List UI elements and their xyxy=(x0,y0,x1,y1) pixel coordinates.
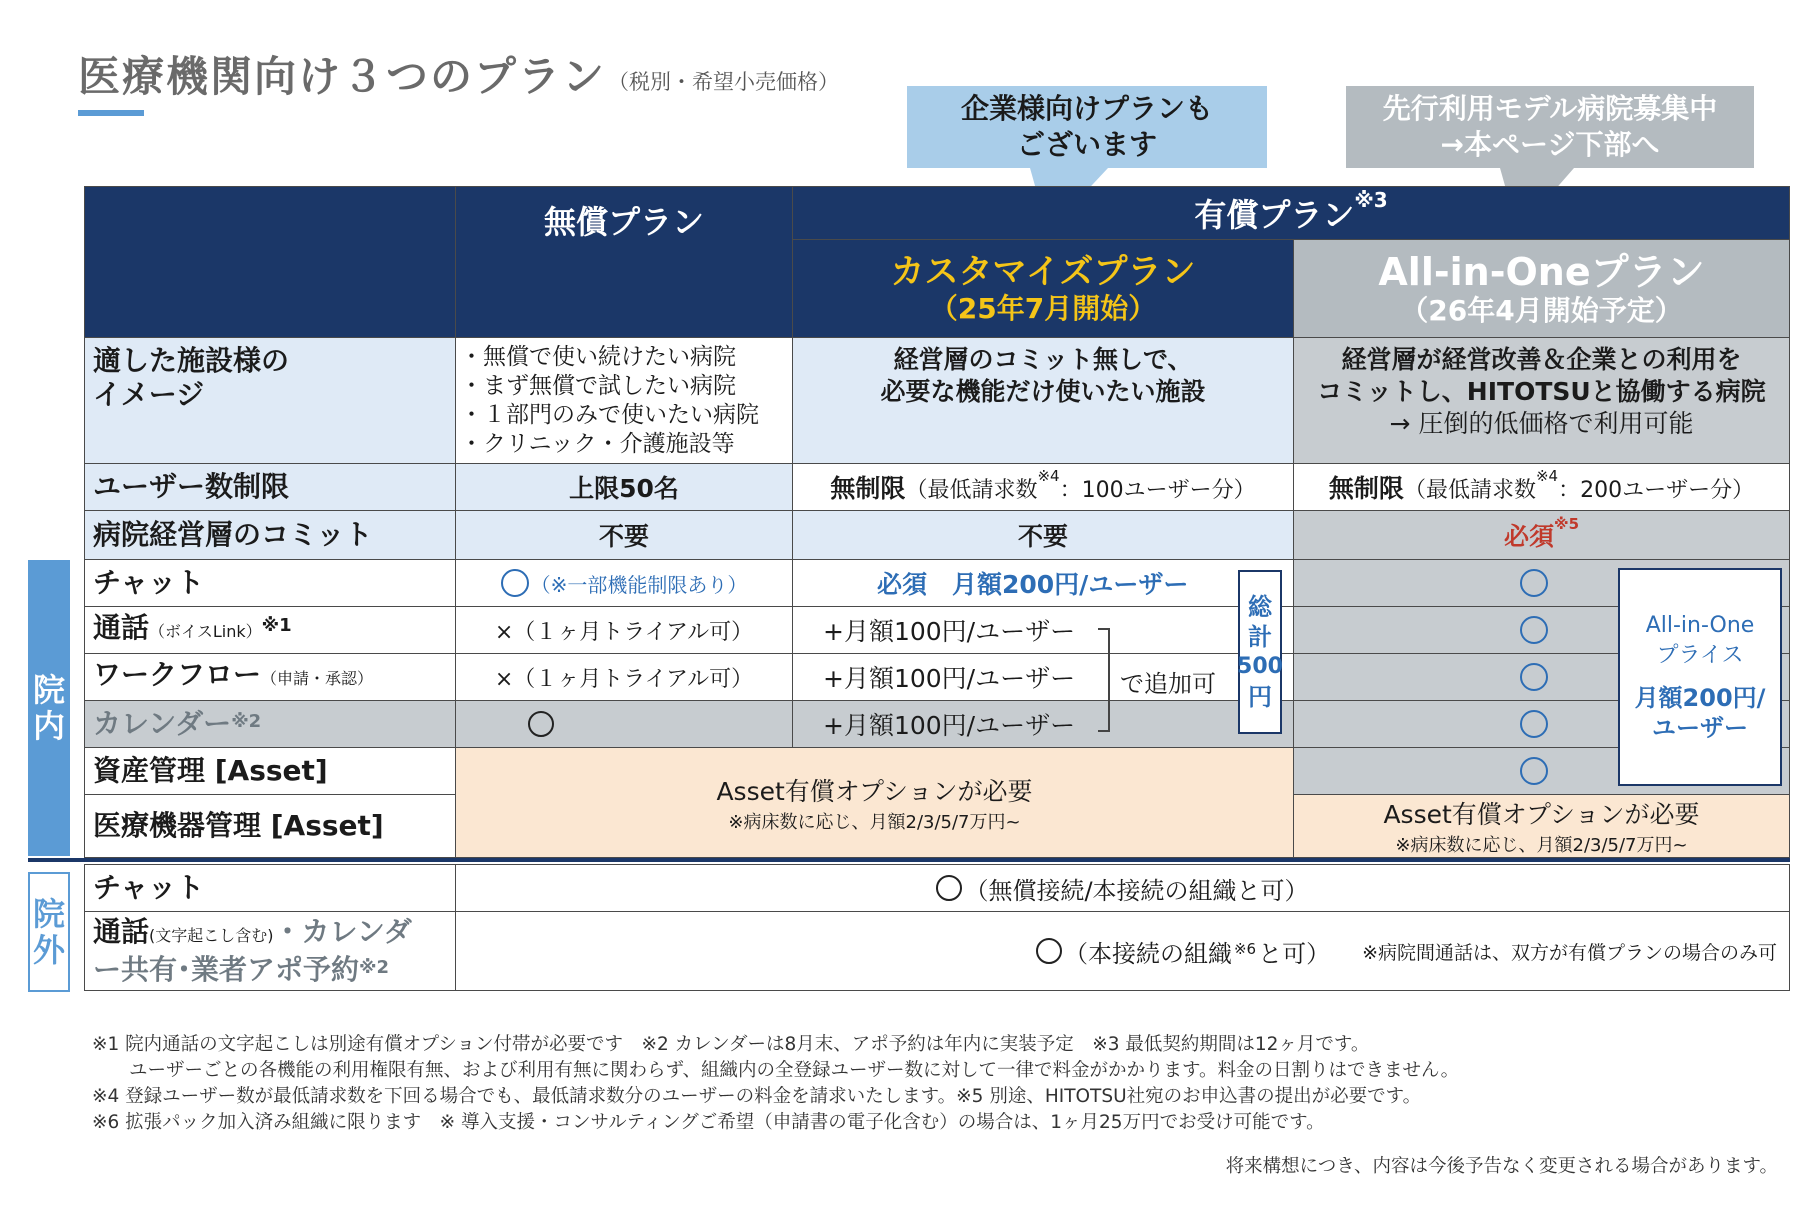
outside-call-value: （本接続の組織 ※6 と可） ※病院間通話は、双方が有償プランの場合のみ可 xyxy=(455,911,1790,991)
addon-label: で追加可 xyxy=(1120,664,1216,699)
facility-label: 適した施設様の イメージ xyxy=(84,337,456,464)
commit-allinone: 必須$^{※5}$ xyxy=(1293,510,1790,560)
calendar-label: カレンダー$^{※2}$ xyxy=(84,700,456,748)
circle-icon xyxy=(1036,938,1062,964)
asset-option-allinone: Asset有償オプションが必要 ※病床数に応じ、月額2/3/5/7万円~ xyxy=(1293,794,1790,858)
asset-label-1: 資産管理 [Asset] xyxy=(84,747,456,795)
section-inside: 院内 xyxy=(28,560,70,856)
call-label: 通話（ボイスLink）$^{※1}$ xyxy=(84,606,456,654)
users-allinone: 無制限（最低請求数$^{※4}$：200ユーザー分） xyxy=(1293,463,1790,511)
facility-allinone: 経営層が経営改善＆企業との利用を コミットし、HITOTSUと協働する病院 → 圧倒的低価格で利用可能 xyxy=(1293,337,1790,464)
footnote-1: ※1 院内通話の文字起こしは別途有償オプション付帯が必要です ※2 カレンダーは8月末、アポ予約は年内に実装予定 ※3 最低契約期間は12ヶ月です。 xyxy=(92,1034,1370,1055)
title-underline xyxy=(78,110,144,116)
chat-label: チャット xyxy=(84,559,456,607)
page-title: 医療機関向け３つのプラン xyxy=(78,52,607,101)
chat-free: （※一部機能制限あり） xyxy=(455,559,793,607)
call-free: ×（１ヶ月トライアル可） xyxy=(455,606,793,654)
section-divider xyxy=(28,858,1790,862)
circle-icon xyxy=(1520,663,1548,691)
calendar-custom: +月額100円/ユーザー xyxy=(792,700,1294,748)
facility-free: ・無償で使い続けたい病院 ・まず無償で試したい病院 ・１部門のみで使いたい病院 ・クリニック・介護施設等 xyxy=(455,337,793,464)
page-subtitle: （税別・希望小売価格） xyxy=(608,70,839,94)
circle-icon xyxy=(528,711,554,737)
users-custom: 無制限（最低請求数$^{※4}$：100ユーザー分） xyxy=(792,463,1294,511)
enterprise-callout: 企業様向けプランも ございます xyxy=(907,86,1267,168)
circle-icon xyxy=(1520,710,1548,738)
chat-custom: 必須 月額200円/ユーザー xyxy=(792,559,1294,607)
asset-label-2: 医療機器管理 [Asset] xyxy=(84,794,456,858)
outside-chat-label: チャット xyxy=(84,864,456,912)
circle-icon xyxy=(1520,757,1548,785)
workflow-custom: +月額100円/ユーザー xyxy=(792,653,1294,701)
section-outside: 院外 xyxy=(28,872,70,992)
disclaimer: 将来構想につき、内容は今後予告なく変更される場合があります。 xyxy=(1225,1156,1778,1177)
header-empty xyxy=(84,186,456,338)
users-label: ユーザー数制限 xyxy=(84,463,456,511)
footnote-2: ユーザーごとの各機能の利用権限有無、および利用有無に関わらず、組織内の全登録ユーザー数に対して一律で料金がかかります。料金の日割りはできません。 xyxy=(92,1060,1460,1081)
footnote-3: ※4 登録ユーザー数が最低請求数を下回る場合でも、最低請求数分のユーザーの料金を請求いたします。※5 別途、HITOTSU社宛のお申込書の提出が必要です。 xyxy=(92,1086,1422,1107)
asset-option-free-custom: Asset有償オプションが必要 ※病床数に応じ、月額2/3/5/7万円~ xyxy=(455,747,1294,858)
call-custom: +月額100円/ユーザー xyxy=(792,606,1294,654)
circle-icon xyxy=(501,569,529,597)
commit-free: 不要 xyxy=(455,510,793,560)
workflow-label: ワークフロー（申請・承認） xyxy=(84,653,456,701)
custom-plan-header: カスタマイズプラン （25年7月開始） xyxy=(792,239,1294,338)
commit-label: 病院経営層のコミット xyxy=(84,510,456,560)
addon-bracket xyxy=(1098,628,1110,732)
allinone-plan-header: All-in-Oneプラン （26年4月開始予定） xyxy=(1293,239,1790,338)
free-plan-header: 無償プラン xyxy=(455,186,793,338)
workflow-free: ×（１ヶ月トライアル可） xyxy=(455,653,793,701)
users-free: 上限50名 xyxy=(455,463,793,511)
footnote-4: ※6 拡張パック加入済み組織に限ります ※ 導入支援・コンサルティングご希望（申請書の電子化含む）の場合は、1ヶ月25万円でお受け可能です。 xyxy=(92,1112,1325,1133)
pilot-callout: 先行利用モデル病院募集中 →本ページ下部へ xyxy=(1346,86,1754,168)
facility-custom: 経営層のコミット無しで、 必要な機能だけ使いたい施設 xyxy=(792,337,1294,464)
outside-chat-value: （無償接続/本接続の組織と可） xyxy=(455,864,1790,912)
outside-call-label: 通話(文字起こし含む)・カレンダ ー共有･業者アポ予約$^{※2}$ xyxy=(84,911,456,991)
circle-icon xyxy=(936,875,962,901)
total-price-box: 総 計 500 円 xyxy=(1238,570,1282,734)
calendar-free xyxy=(455,700,793,748)
commit-custom: 不要 xyxy=(792,510,1294,560)
circle-icon xyxy=(1520,616,1548,644)
allinone-price-box: All-in-One プライス 月額200円/ ユーザー xyxy=(1618,568,1782,786)
circle-icon xyxy=(1520,569,1548,597)
paid-plan-header: 有償プラン$^{※3}$ xyxy=(792,186,1790,240)
